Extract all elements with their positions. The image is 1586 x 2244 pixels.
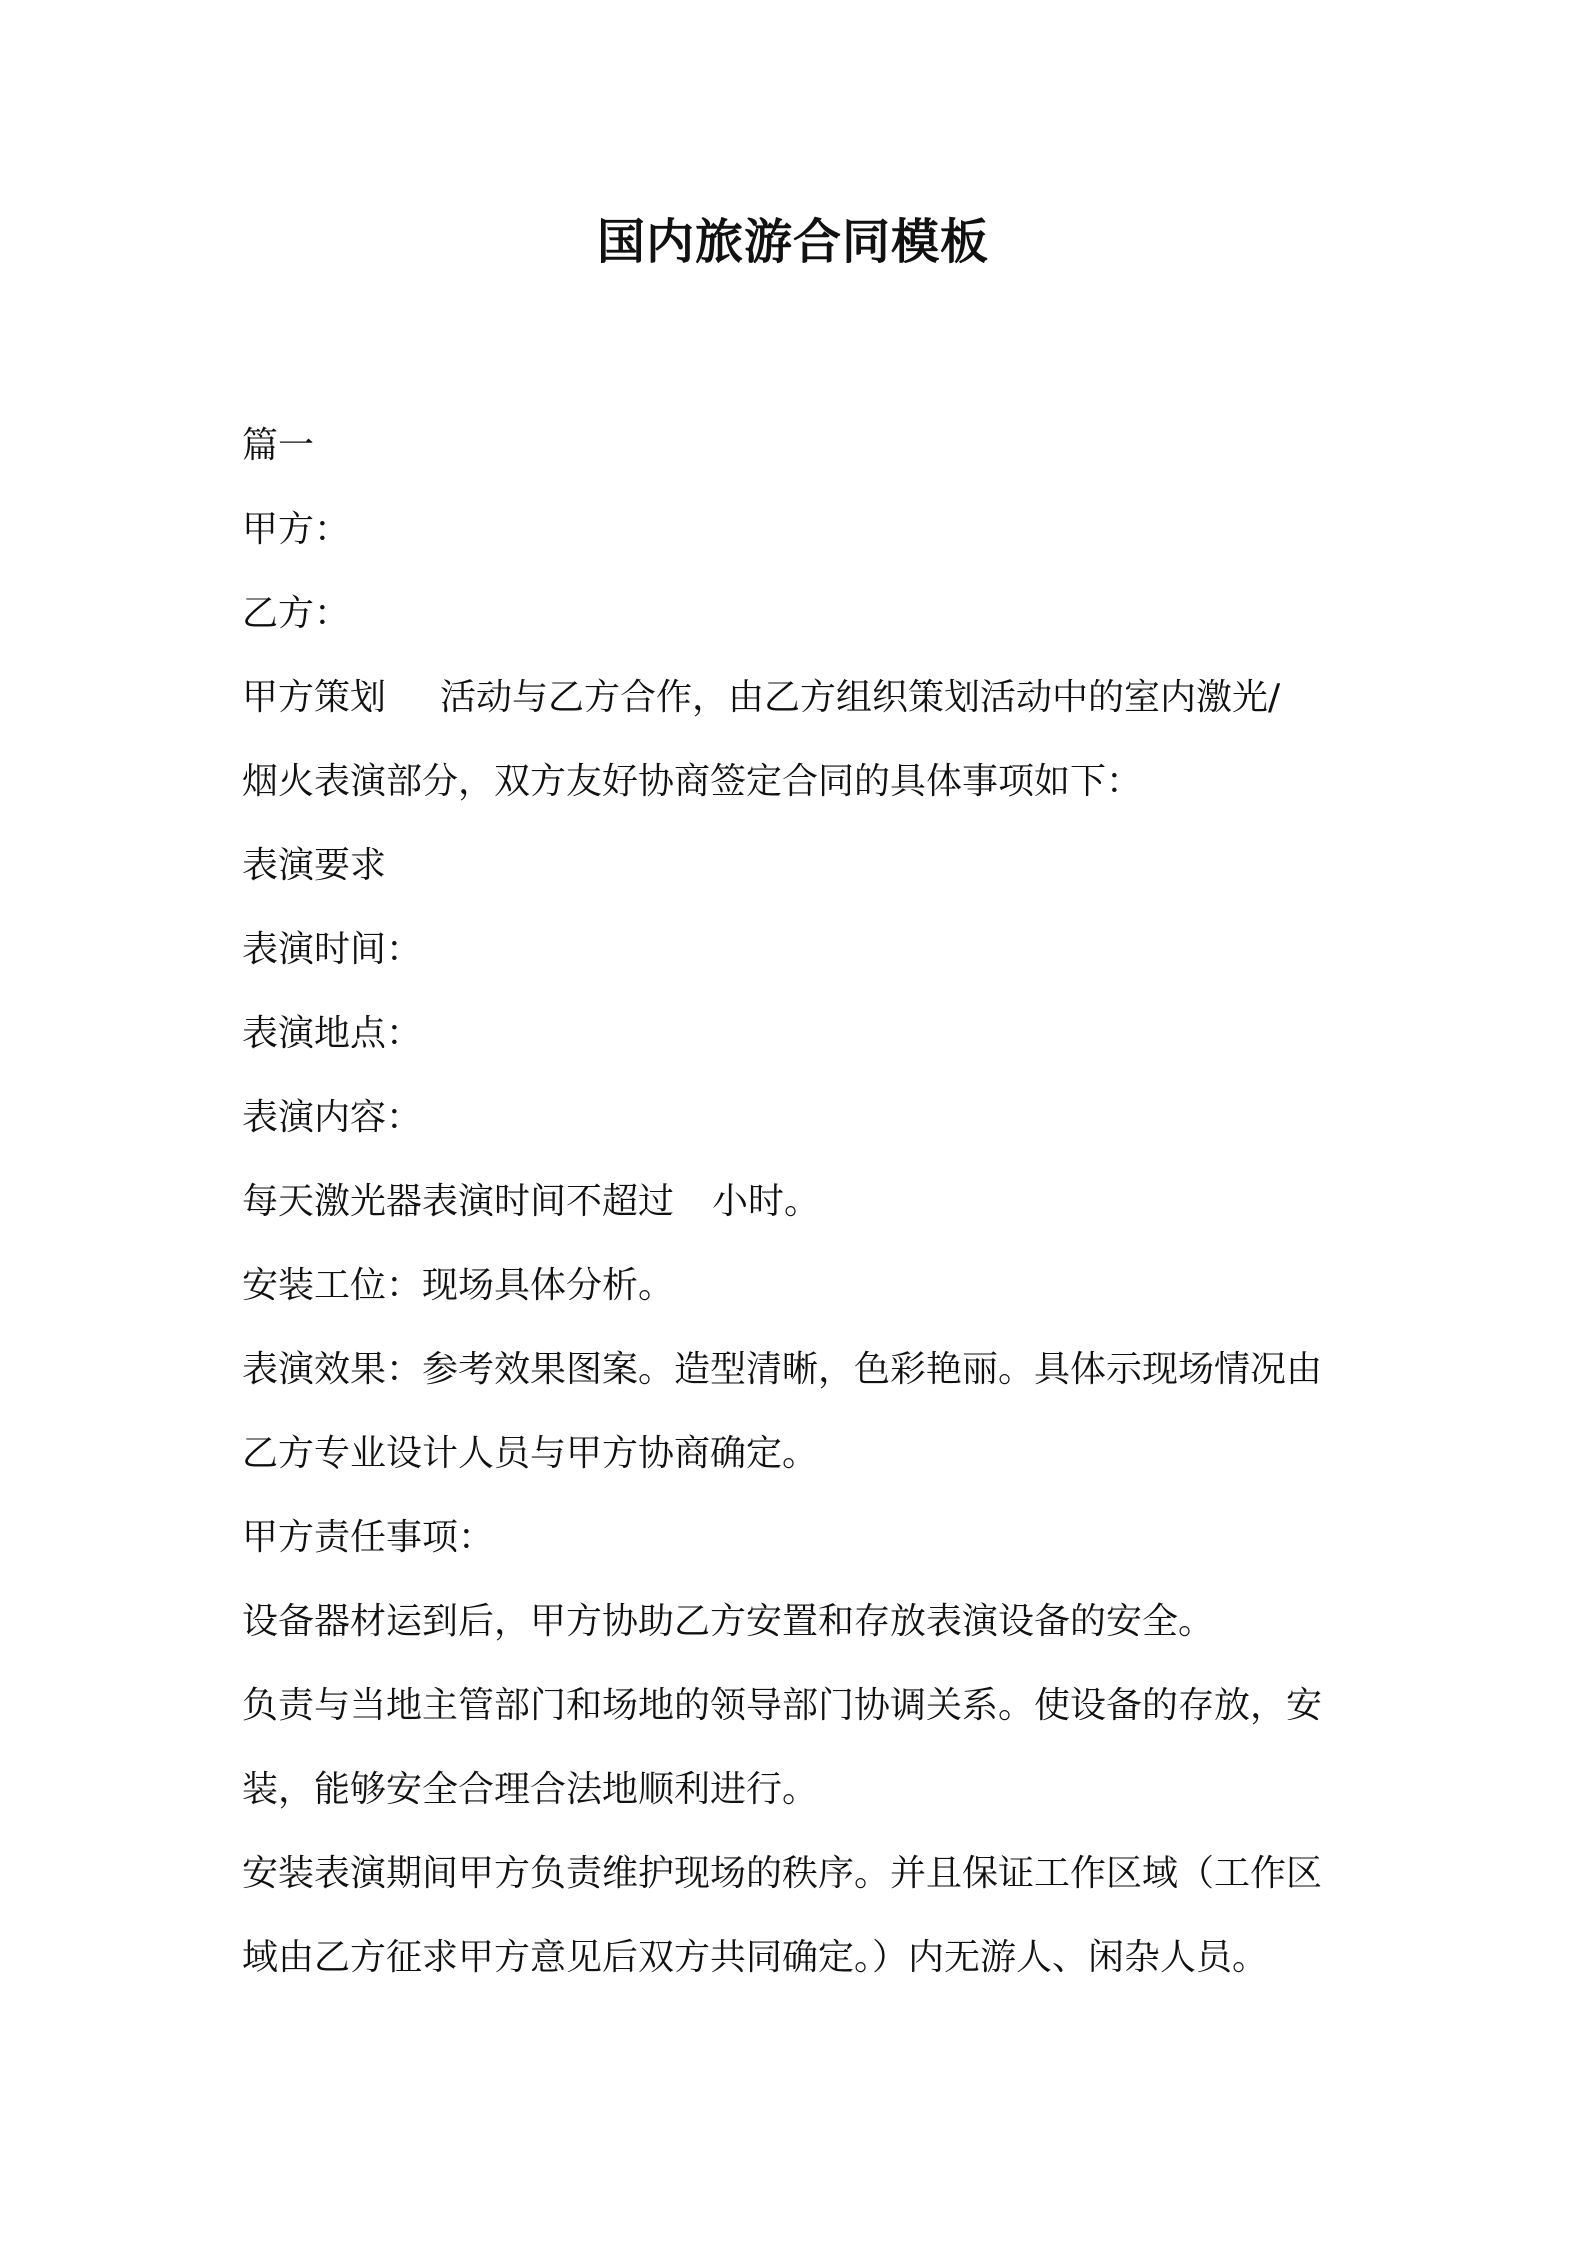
effect-line-1: 表演效果：参考效果图案。造型清晰，色彩艳丽。具体示现场情况由 bbox=[242, 1349, 1323, 1390]
daily-limit-part-1: 每天激光器表演时间不超过 bbox=[242, 1181, 675, 1222]
duty-2-line-1: 负责与当地主管部门和场地的领导部门协调关系。使设备的存放，安 bbox=[242, 1685, 1323, 1726]
document-title: 国内旅游合同模板 bbox=[596, 214, 989, 270]
intro-line-2: 烟火表演部分，双方友好协商签定合同的具体事项如下： bbox=[242, 761, 1143, 802]
install-position-line: 安装工位：现场具体分析。 bbox=[242, 1265, 675, 1306]
daily-limit-line bbox=[242, 1160, 1362, 1244]
requirements-heading: 表演要求 bbox=[242, 845, 387, 886]
daily-limit-part-2: 小时。 bbox=[712, 1181, 821, 1222]
performance-time-line: 表演时间： bbox=[242, 929, 423, 970]
document-body bbox=[242, 404, 1362, 2000]
party-a-line: 甲方： bbox=[242, 509, 351, 550]
section-label: 篇一 bbox=[242, 425, 315, 466]
performance-content-line: 表演内容： bbox=[242, 1097, 423, 1138]
duty-3-line-1: 安装表演期间甲方负责维护现场的秩序。并且保证工作区域（工作区 bbox=[242, 1853, 1323, 1894]
duty-1-line: 设备器材运到后，甲方协助乙方安置和存放表演设备的安全。 bbox=[242, 1601, 1215, 1642]
intro-part-2: 活动与乙方合作，由乙方组织策划活动中的室内激光/ bbox=[440, 677, 1281, 718]
intro-line-1 bbox=[242, 656, 1362, 740]
duty-3-line-2: 域由乙方征求甲方意见后双方共同确定。）内无游人、闲杂人员。 bbox=[242, 1937, 1269, 1978]
performance-place-line: 表演地点： bbox=[242, 1013, 423, 1054]
intro-part-1: 甲方策划 bbox=[242, 677, 387, 718]
duty-2-line-2: 装，能够安全合理合法地顺利进行。 bbox=[242, 1769, 819, 1810]
effect-line-2: 乙方专业设计人员与甲方协商确定。 bbox=[242, 1433, 819, 1474]
party-a-duties-heading: 甲方责任事项： bbox=[242, 1517, 495, 1558]
party-b-line: 乙方： bbox=[242, 593, 351, 634]
